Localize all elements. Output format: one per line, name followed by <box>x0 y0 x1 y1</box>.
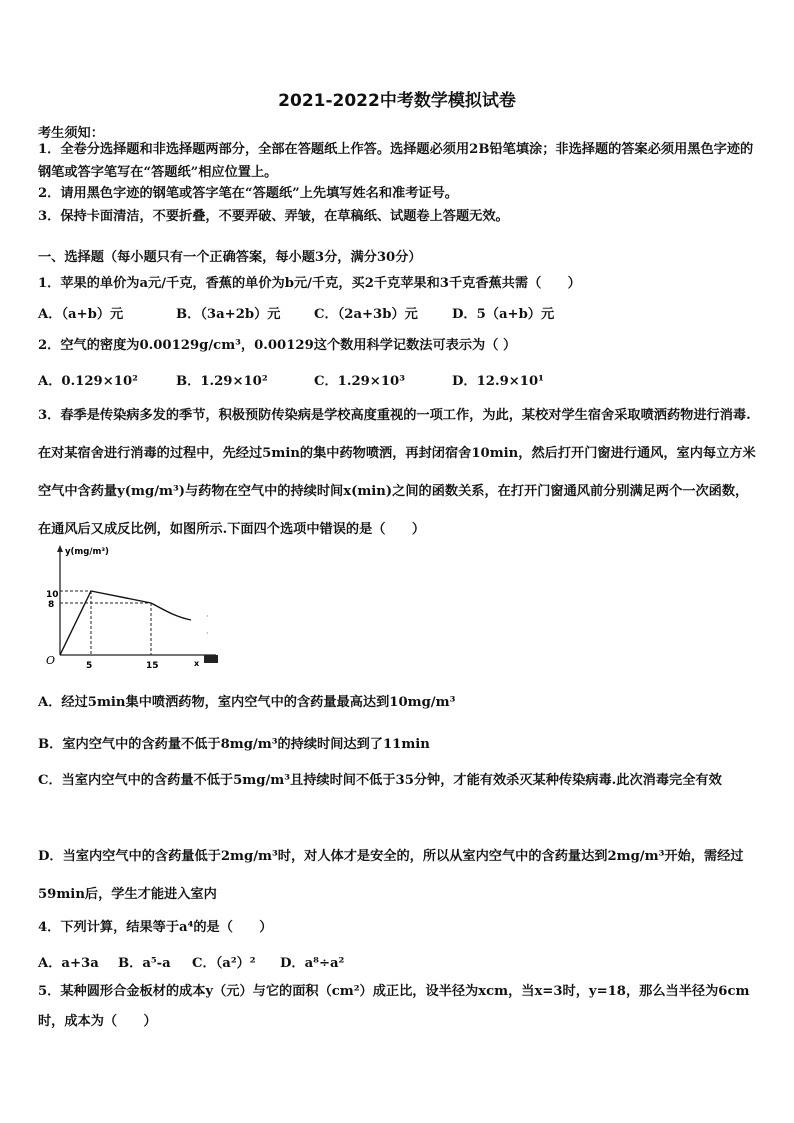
notice-item-3: 3．保持卡面清洁，不要折叠，不要弄破、弄皱，在草稿纸、试题卷上答题无效。 <box>38 209 509 224</box>
question-2-option-a[interactable]: A．0.129×10² <box>38 374 138 389</box>
question-3-chart <box>36 543 226 675</box>
chart-rise-segment <box>60 591 91 655</box>
chart-decay-curve <box>151 603 191 620</box>
chart-origin-label: O <box>46 654 56 667</box>
chart-corner-blot <box>204 655 218 663</box>
chart-y-tick-8: 8 <box>48 600 55 610</box>
question-4-stem: 4．下列计算，结果等于a⁴的是（ ） <box>38 920 273 935</box>
chart-stray-mark-1: · <box>206 612 209 621</box>
notice-heading: 考生须知： <box>38 126 104 141</box>
chart-y-tick-10: 10 <box>46 590 59 600</box>
question-3-option-d[interactable]: D．当室内空气中的含药量低于2mg/m³时，对人体才是安全的，所以从室内空气中的含药量达到2mg/m³开始，需经过59min后，学生才能进入室内 <box>38 849 744 902</box>
question-4-option-d[interactable]: D．a⁸÷a² <box>280 956 345 971</box>
question-2-option-b[interactable]: B．1.29×10² <box>176 374 268 389</box>
question-1-option-b[interactable]: B．（3a+2b）元 <box>176 307 281 322</box>
chart-x-tick-5: 5 <box>86 661 93 671</box>
chart-y-label: y(mg/m³) <box>65 547 109 557</box>
page-title: 2021-2022中考数学模拟试卷 <box>278 91 516 111</box>
chart-x-tick-15: 15 <box>146 661 159 671</box>
chart-y-axis-arrow <box>57 545 63 552</box>
question-4-option-b[interactable]: B．a⁵-a <box>118 956 171 971</box>
question-1-stem: 1．苹果的单价为a元/千克，香蕉的单价为b元/千克，买2千克苹果和3千克香蕉共需（ ） <box>38 276 581 291</box>
chart-plateau-segment <box>91 591 151 603</box>
notice-item-2: 2．请用黑色字迹的钢笔或答字笔在“答题纸”上先填写姓名和准考证号。 <box>38 186 458 201</box>
question-1-option-a[interactable]: A．（a+b）元 <box>38 307 124 322</box>
question-4-option-a[interactable]: A．a+3a <box>38 956 99 971</box>
question-3-option-c[interactable]: C．当室内空气中的含药量不低于5mg/m³且持续时间不低于35分钟，才能有效杀灭某种传染病毒.此次消毒完全有效 <box>38 773 722 788</box>
question-3-stem: 3．春季是传染病多发的季节，积极预防传染病是学校高度重视的一项工作，为此，某校对学生宿舍采取喷洒药物进行消毒.在对某宿舍进行消毒的过程中，先经过5min的集中药物喷洒，再封闭宿舍10min，然后打开门窗进行通风，室内每立方米空气中含药量y(mg/m³)与药物在空气中的持续时间x(min)之间的函数关系，在打开门窗通风前分别满足两个一次函数，在通风后又成反比例，如图所示.下面四个选项中错误的是（ ） <box>38 408 756 537</box>
question-2-stem: 2．空气的密度为0.00129g/cm³，0.00129这个数用科学记数法可表示为（ ） <box>38 338 517 353</box>
question-3-option-a[interactable]: A．经过5min集中喷洒药物，室内空气中的含药量最高达到10mg/m³ <box>38 695 456 710</box>
question-3-option-b[interactable]: B．室内空气中的含药量不低于8mg/m³的持续时间达到了11min <box>38 737 430 752</box>
question-4-option-c[interactable]: C．（a²）² <box>192 956 256 971</box>
question-1-option-d[interactable]: D．5（a+b）元 <box>452 307 555 322</box>
question-5-stem: 5．某种圆形合金板材的成本y（元）与它的面积（cm²）成正比，设半径为xcm，当x=3时，y=18，那么当半径为6cm时，成本为（ ） <box>38 984 750 1029</box>
section-heading: 一、选择题（每小题只有一个正确答案，每小题3分，满分30分） <box>38 250 422 265</box>
chart-x-label: x <box>194 659 200 668</box>
question-2-option-c[interactable]: C．1.29×10³ <box>314 374 405 389</box>
chart-stray-mark-2: · <box>206 629 209 638</box>
question-1-option-c[interactable]: C．（2a+3b）元 <box>314 307 418 322</box>
notice-item-1: 1．全卷分选择题和非选择题两部分，全部在答题纸上作答。选择题必须用2B铅笔填涂；非选择题的答案必须用黑色字迹的钢笔或答字笔写在“答题纸”相应位置上。 <box>38 142 754 180</box>
question-2-option-d[interactable]: D．12.9×10¹ <box>452 374 544 389</box>
